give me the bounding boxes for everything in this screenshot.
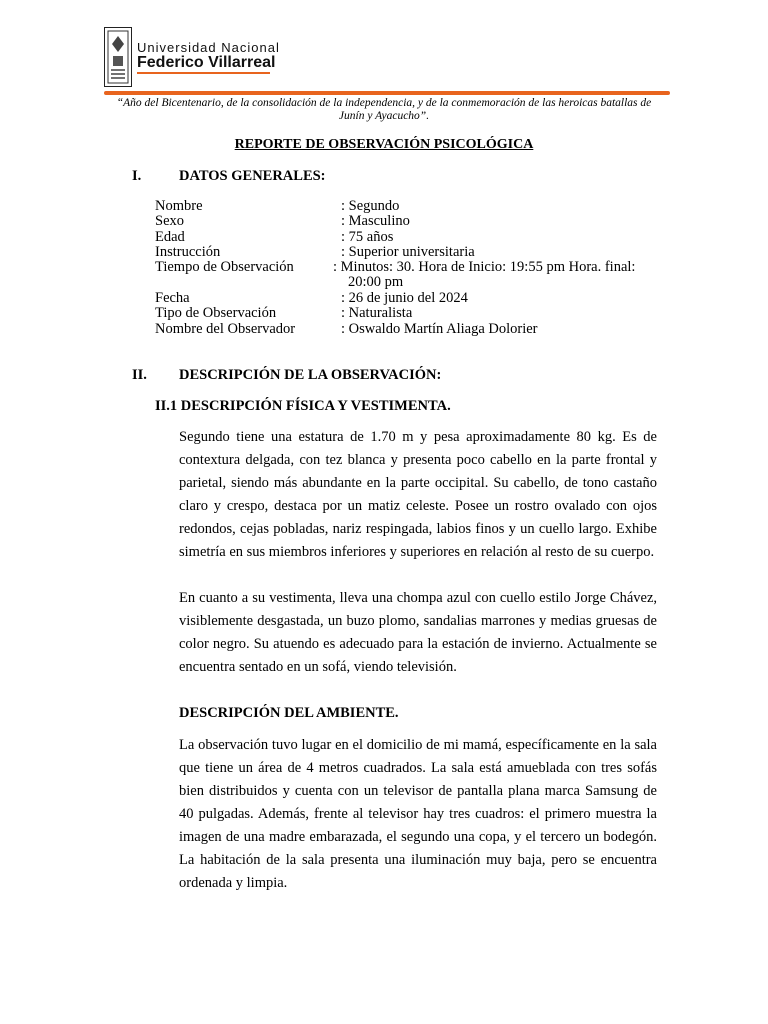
section-1-number: I. [132, 168, 142, 184]
paragraph-environment: La observación tuvo lugar en el domicilio de mi mamá, específicamente en la sala que tiene un área de 4 metros cuadrados. La sala está amueblada con tres sofás bien distribuidos y cuenta con un televisor de pantalla plana marca Samsung de 40 pulgadas. Además, frente al televisor hay tres cuadros: el primero muestra la imagen de una madre embarazada, el segundo una copa, y el tercero un bodegón. La habitación de la sala presenta una iluminación muy baja, pero se encuentra ordenada y limpia. [179, 737, 657, 891]
logo-underline [137, 72, 270, 74]
section-1-title: DATOS GENERALES: [179, 168, 326, 184]
field-value-tiempo: : Minutos: 30. Hora de Inicio: 19:55 pm Hora. final: [333, 259, 636, 275]
field-value-sexo: : Masculino [341, 213, 410, 229]
document-title: REPORTE DE OBSERVACIÓN PSICOLÓGICA [234, 137, 534, 152]
year-motto [100, 97, 668, 122]
university-name-line2: Federico Villarreal [137, 54, 276, 71]
field-value-tipo: : Naturalista [341, 305, 413, 321]
field-value-observador: : Oswaldo Martín Aliaga Dolorier [341, 321, 538, 337]
field-label-observador: Nombre del Observador [155, 321, 296, 337]
field-value-instruccion: : Superior universitaria [341, 244, 475, 260]
motto-line-1: “Año del Bicentenario, de la consolidación de la independencia, y de la conmemoración de las heroicas batallas de [116, 97, 652, 109]
field-value-fecha: : 26 de junio del 2024 [341, 290, 468, 306]
subsection-2-1-title: II.1 DESCRIPCIÓN FÍSICA Y VESTIMENTA. [155, 398, 451, 414]
field-label-fecha: Fecha [155, 290, 190, 306]
subsection-ambiente-title: DESCRIPCIÓN DEL AMBIENTE. [179, 705, 399, 721]
field-value-edad: : 75 años [341, 229, 394, 245]
university-logo-emblem [104, 27, 132, 87]
header-divider [104, 91, 670, 95]
field-value-tiempo-cont: 20:00 pm [348, 274, 404, 290]
section-2-number: II. [132, 367, 147, 383]
motto-line-2: Junín y Ayacucho”. [338, 109, 430, 122]
field-value-nombre: : Segundo [341, 198, 400, 214]
field-label-edad: Edad [155, 229, 185, 245]
section-2-title: DESCRIPCIÓN DE LA OBSERVACIÓN: [179, 367, 442, 383]
field-label-instruccion: Instrucción [155, 244, 221, 260]
field-label-tipo: Tipo de Observación [155, 305, 277, 321]
paragraph-physical-description: Segundo tiene una estatura de 1.70 m y pesa aproximadamente 80 kg. Es de contextura delgada, con tez blanca y presenta poco cabello en la parte frontal y parietal, siendo más abundante en la parte occipital. Su cabello, de tono castaño claro y crespo, destaca por un matiz celeste. Posee un rostro ovalado con ojos redondos, cejas pobladas, nariz respingada, labios finos y un cuello largo. Exhibe simetría en sus miembros inferiores y superiores en relación al resto de su cuerpo. [179, 429, 657, 560]
university-name-line1: Universidad Nacional [137, 40, 280, 55]
field-label-nombre: Nombre [155, 198, 203, 214]
paragraph-clothing: En cuanto a su vestimenta, lleva una chompa azul con cuello estilo Jorge Chávez, visiblemente desgastada, un buzo plomo, sandalias marrones y medias gruesas de color negro. Su atuendo es adecuado para la estación de invierno. Actualmente se encuentra sentado en un sofá, viendo televisión. [179, 590, 657, 675]
field-label-tiempo: Tiempo de Observación [155, 259, 294, 275]
field-label-sexo: Sexo [155, 213, 184, 229]
